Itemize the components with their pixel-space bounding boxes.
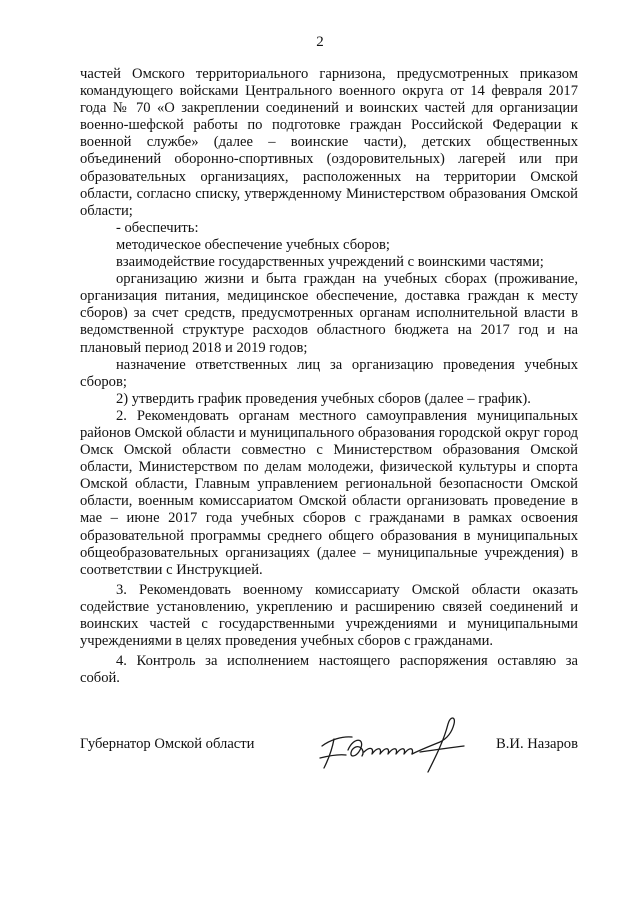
paragraph-continuation: частей Омского территориального гарнизона, предусмотренных приказом командующего войсками Центрального военного округа от 14 февраля 2017 года № 70 «О закреплении соединений и воинских частей для организации военно-шефской работы по подготовке граждан Российской Федерации к военной службе» (далее – воинские части), детских общественных объединений оборонно-спортивных (оздоровительных) лагерей или при образовательных организациях, расположенных на территории Омской области, согласно списку, утвержденному Министерством образования Омской области; [80,66,578,219]
page-number: 2 [316,34,324,50]
paragraph-item-2-2: 2) утвердить график проведения учебных сборов (далее – график). [116,390,531,407]
paragraph-item-4: 4. Контроль за исполнением настоящего распоряжения оставляю за собой. [80,653,578,687]
paragraph-provide: - обеспечить: [116,219,199,236]
signature-block [80,706,578,776]
paragraph-item-3: 3. Рекомендовать военному комиссариату Омской области оказать содействие установлению, укреплению и расширению связей соединений и воинских частей с государственными учреждениями и муниципальными учреждениями в целях проведения учебных сборов с гражданами. [80,581,578,650]
paragraph-item-2: 2. Рекомендовать органам местного самоуправления муниципальных районов Омской области и муниципального образования городской округ город Омск Омской области совместно с Министерством образования Омской области, Министерством по делам молодежи, физической культуры и спорта Омской области, Главным управлением региональной безопасности Омской области, военным комиссариатом Омской области организовать проведение в мае – июне 2017 года учебных сборов с гражданами в рамках освоения образовательной программы среднего общего образования в муниципальных общеобразовательных организациях (далее – муниципальные учреждения) в соответствии с Инструкцией. [80,407,578,578]
signatory-name: В.И. Назаров [496,736,578,752]
paragraph-organization: организацию жизни и быта граждан на учебных сборах (проживание, организация питания, медицинское обеспечение, доставка граждан к месту сборов) за счет средств, предусмотренных органам исполнительной власти в ведомственной структуре расходов областного бюджета на 2017 год и на плановый период 2018 и 2019 годов; [80,271,578,356]
signatory-title: Губернатор Омской области [80,736,255,752]
document-body [80,66,578,687]
paragraph-interaction: взаимодействие государственных учреждений с воинскими частями; [116,254,544,271]
paragraph-appointment: назначение ответственных лиц за организацию проведения учебных сборов; [80,356,578,390]
paragraph-methodical: методическое обеспечение учебных сборов; [116,236,390,253]
handwritten-signature [308,706,478,776]
